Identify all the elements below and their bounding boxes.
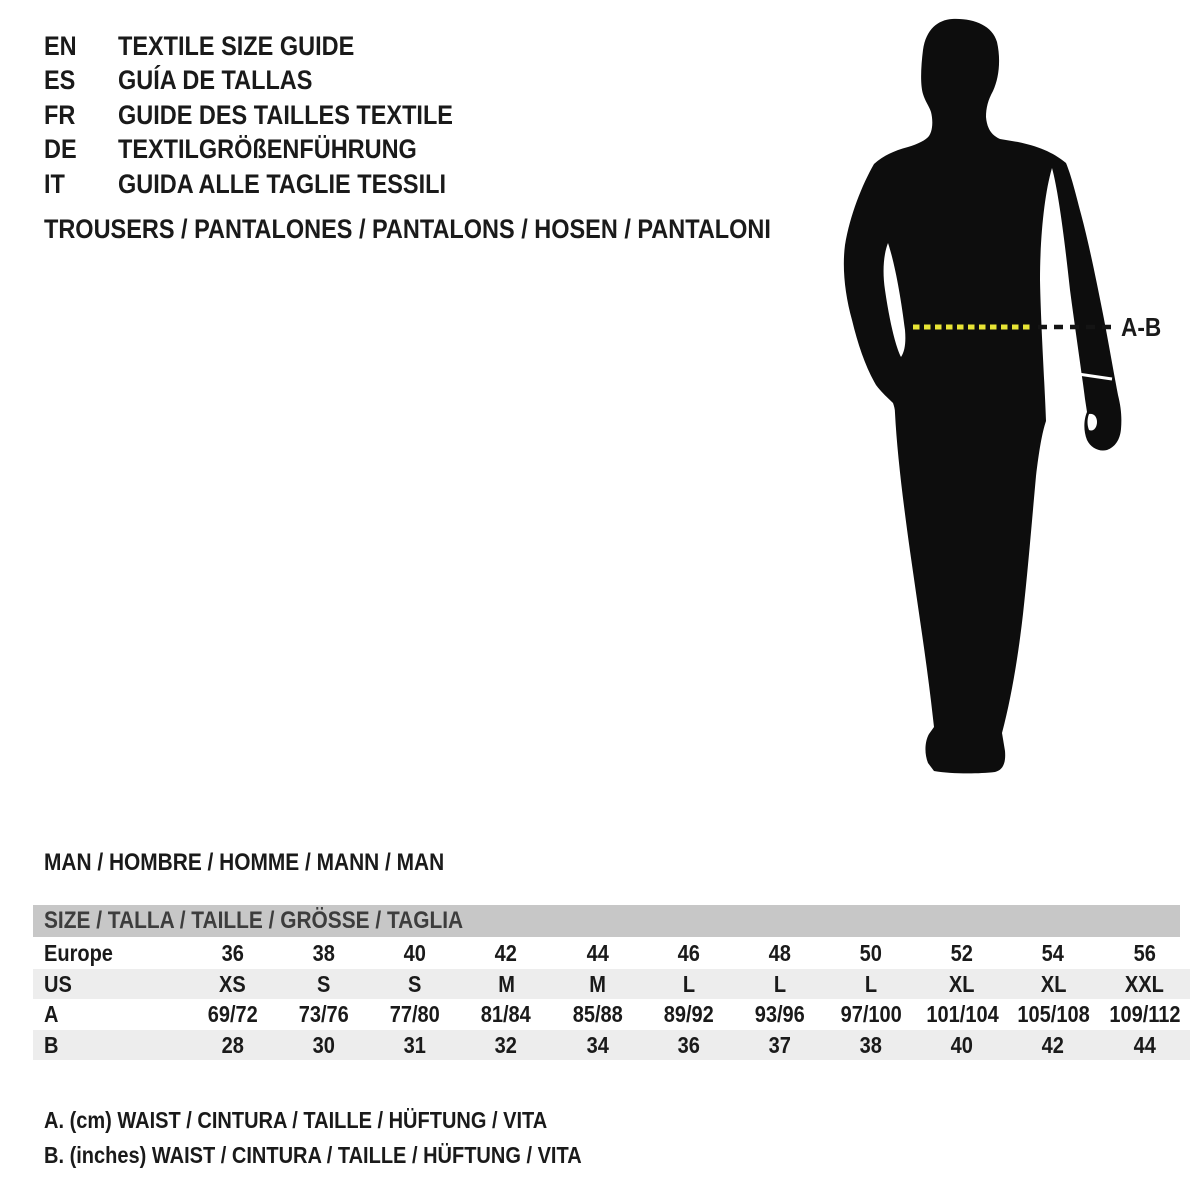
table-cell: 31 <box>403 1031 427 1058</box>
table-cell: 81/84 <box>481 1001 532 1027</box>
man-silhouette-figure <box>820 0 1200 800</box>
language-code: IT <box>44 168 65 199</box>
size-table <box>33 905 1190 1060</box>
language-code: ES <box>44 65 76 96</box>
table-cell: 38 <box>859 1031 883 1058</box>
language-row-fr <box>44 98 503 132</box>
row-label: US <box>44 970 72 997</box>
category-title: TROUSERS / PANTALONES / PANTALONS / HOSEN / PANTALONI <box>44 214 771 244</box>
table-cell: XXL <box>1125 970 1164 997</box>
language-code: EN <box>44 31 77 61</box>
table-cell: 32 <box>495 1031 518 1058</box>
table-cell: L <box>682 970 695 997</box>
table-cell: S <box>317 970 331 997</box>
table-row-a-cm <box>33 999 1190 1030</box>
man-silhouette <box>844 19 1122 773</box>
language-title: TEXTILGRÖßENFÜHRUNG <box>118 134 417 165</box>
table-cell: 105/108 <box>1017 1001 1090 1027</box>
table-cell: 52 <box>950 940 974 966</box>
table-row-b-inches <box>33 1030 1190 1061</box>
language-row-en <box>44 29 503 63</box>
table-cell: 28 <box>221 1031 244 1058</box>
language-code: FR <box>44 99 76 130</box>
language-row-de <box>44 132 503 166</box>
table-cell: 36 <box>221 940 244 966</box>
row-label: A <box>44 1001 59 1027</box>
table-cell: 37 <box>768 1031 791 1058</box>
table-cell: 46 <box>677 940 700 966</box>
table-cell: 50 <box>859 940 883 966</box>
table-cell: 40 <box>403 940 427 966</box>
waist-measure-label: A-B <box>1121 312 1162 342</box>
table-cell: XL <box>949 970 975 997</box>
table-cell: 36 <box>677 1031 700 1058</box>
language-code: DE <box>44 134 77 165</box>
language-list <box>44 29 503 201</box>
section-title-man: MAN / HOMBRE / HOMME / MANN / MAN <box>44 849 445 876</box>
table-cell: 44 <box>586 940 609 966</box>
footnote-a-cm: A. (cm) WAIST / CINTURA / TAILLE / HÜFTUNG / VITA <box>44 1107 548 1133</box>
table-cell: 101/104 <box>925 1001 999 1027</box>
table-cell: XL <box>1040 970 1067 997</box>
table-cell: 42 <box>495 940 518 966</box>
table-cell: L <box>773 970 786 997</box>
table-cell: 42 <box>1042 1031 1065 1058</box>
table-cell: 40 <box>950 1031 974 1058</box>
table-row-europe <box>33 938 1190 969</box>
table-cell: 54 <box>1042 940 1065 966</box>
table-cell: 77/80 <box>389 1001 441 1027</box>
language-title: GUIDA ALLE TAGLIE TESSILI <box>118 168 446 199</box>
table-cell: 97/100 <box>840 1001 902 1027</box>
table-cell: 38 <box>312 940 335 966</box>
table-cell: 109/112 <box>1108 1001 1181 1027</box>
table-cell: 69/72 <box>207 1001 258 1027</box>
man-silhouette-svg <box>820 0 1200 800</box>
row-label: Europe <box>44 940 113 966</box>
table-cell: 48 <box>768 940 791 966</box>
language-title: TEXTILE SIZE GUIDE <box>118 31 355 61</box>
table-row-us <box>33 969 1190 1000</box>
table-cell: 85/88 <box>572 1001 623 1027</box>
table-cell: 34 <box>586 1031 609 1058</box>
language-title: GUÍA DE TALLAS <box>118 65 313 96</box>
table-cell: 56 <box>1133 940 1156 966</box>
language-row-es <box>44 63 503 97</box>
table-cell: 73/76 <box>298 1001 349 1027</box>
table-cell: L <box>864 970 878 997</box>
table-cell: 93/96 <box>754 1001 805 1027</box>
size-table-header: SIZE / TALLA / TAILLE / GRÖSSE / TAGLIA <box>33 905 1180 937</box>
table-cell: 30 <box>312 1031 335 1058</box>
table-cell: M <box>588 970 606 997</box>
table-cell: 44 <box>1133 1031 1156 1058</box>
table-cell: M <box>497 970 515 997</box>
table-cell: XS <box>219 970 246 997</box>
footnote-b-inches: B. (inches) WAIST / CINTURA / TAILLE / HÜFTUNG / VITA <box>44 1142 582 1168</box>
table-cell: S <box>408 970 422 997</box>
row-label: B <box>44 1031 59 1058</box>
language-title: GUIDE DES TAILLES TEXTILE <box>118 99 453 130</box>
language-row-it <box>44 167 503 201</box>
table-cell: 89/92 <box>663 1001 714 1027</box>
